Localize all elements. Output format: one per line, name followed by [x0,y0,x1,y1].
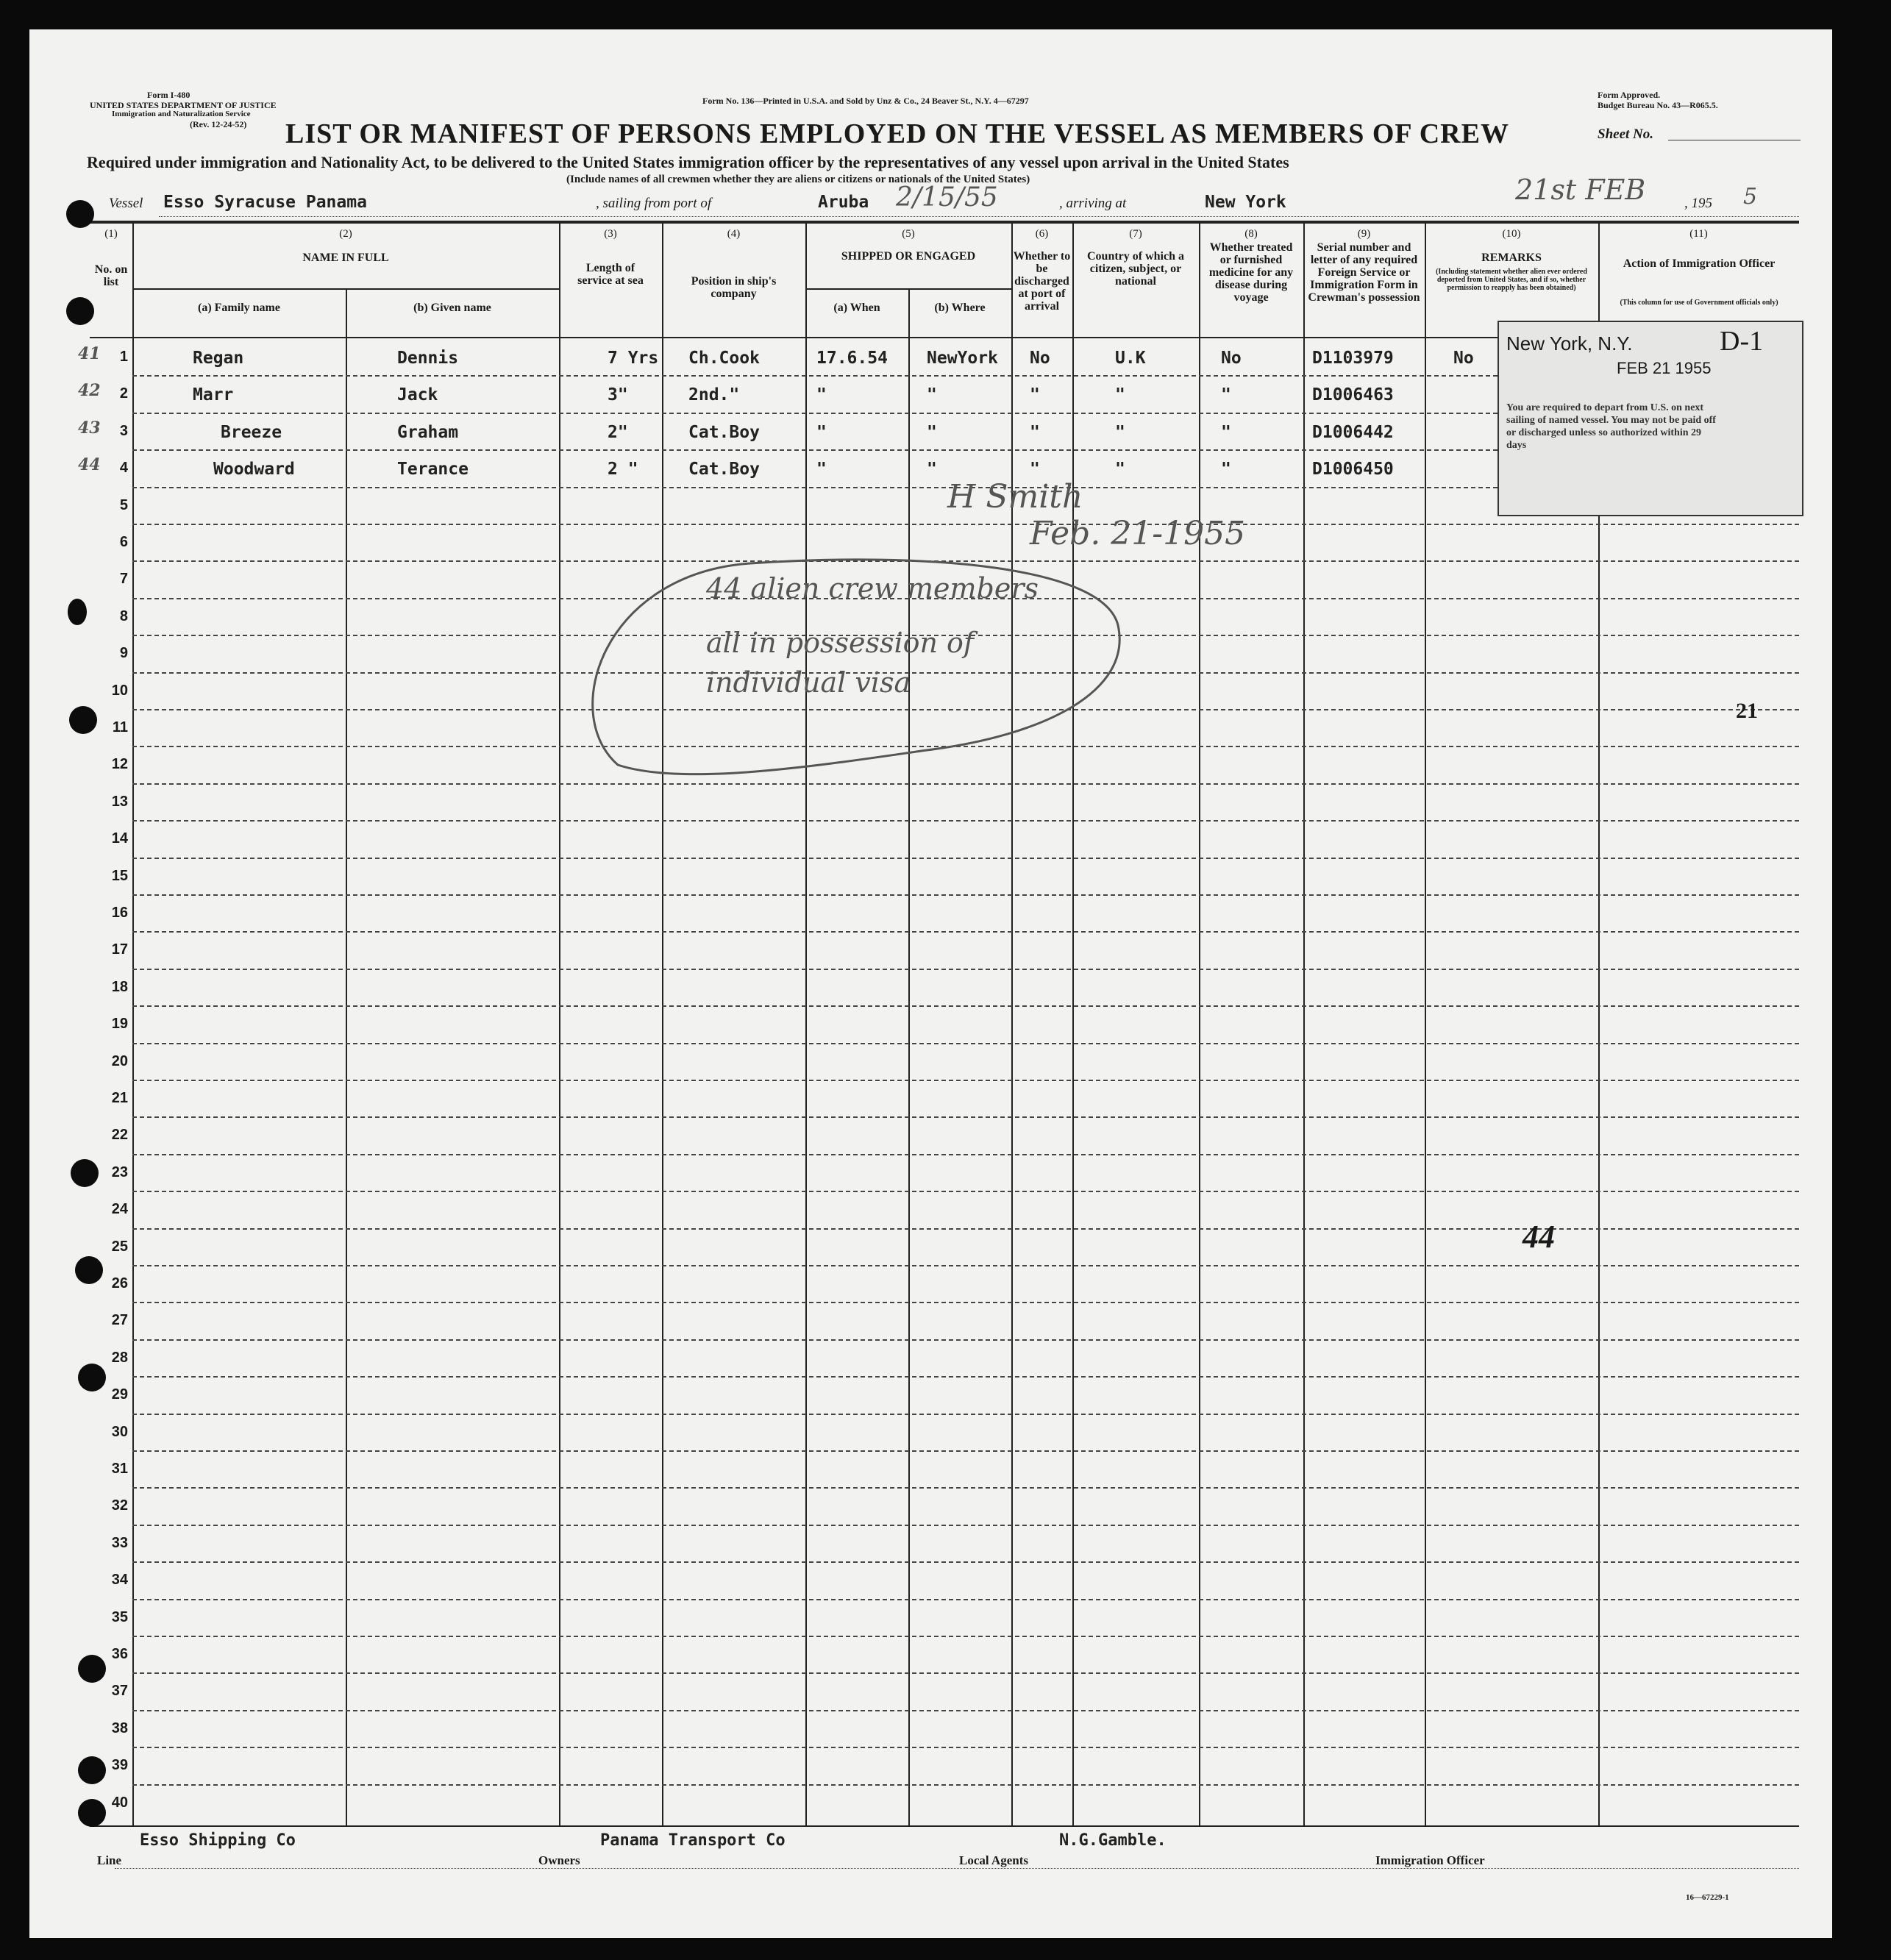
signature-date: Feb. 21-1955 [1030,515,1246,552]
col-rule [1199,224,1200,1825]
row-rule [132,1191,1799,1192]
row-number: 7 [119,571,128,588]
row-number: 9 [119,645,128,662]
stamp-location: New York, N.Y. [1506,332,1633,354]
row-number: 16 [111,905,128,921]
punch-hole [78,1799,106,1827]
row-number: 30 [111,1423,128,1440]
col-given-name: (b) Given name [413,302,491,314]
table-top-rule [90,221,1799,224]
entry-discharge: No [1030,349,1050,368]
row-number: 38 [111,1720,128,1736]
entry-country: " [1115,385,1125,405]
row-number: 35 [111,1608,128,1625]
arriving-label: , arriving at [1059,196,1127,211]
colnum-3: (3) [604,228,617,240]
entry-position: 2nd." [688,385,740,405]
entry-discharge: " [1030,385,1040,405]
entry-given-name: Graham [397,422,459,442]
officer-label: Immigration Officer [1375,1853,1485,1867]
row-rule [132,858,1799,859]
entry-country: " [1115,422,1125,442]
row-rule [132,1154,1799,1155]
budget-number: Budget Bureau No. 43—R065.5. [1598,100,1718,110]
row-rule [132,1487,1799,1489]
row-number: 13 [111,793,128,810]
arrival-date: 21st FEB [1515,174,1646,206]
punch-hole [66,297,94,325]
year-prefix: , 195 [1684,196,1712,211]
revision: (Rev. 12-24-52) [190,119,247,129]
row-rule [132,1080,1799,1081]
colnum-10: (10) [1502,228,1521,240]
row-number: 27 [111,1312,128,1329]
col-rule [805,224,807,1825]
col-position: Position in ship's company [691,275,777,300]
colnum-2: (2) [339,228,352,240]
row-number: 33 [111,1534,128,1551]
row-number: 4 [119,460,128,477]
colnum-4: (4) [727,228,741,240]
entry-medicine: " [1221,385,1231,405]
punch-hole [78,1756,106,1784]
row-rule [132,894,1799,896]
shipped-subhead-rule [805,288,1011,290]
row-annotation: 41 [78,344,101,363]
row-rule [132,969,1799,970]
row-annotation: 44 [78,455,101,475]
entry-shipped-when: " [816,422,827,442]
entry-medicine: " [1221,460,1231,480]
entry-serial-number: D1006450 [1312,460,1394,480]
vessel-label: Vessel [109,196,143,211]
voyage-underline [159,216,1799,217]
entry-discharge: " [1030,460,1040,480]
row-number: 19 [111,1016,128,1033]
entry-shipped-where: " [927,385,937,405]
col-serial: Serial number and letter of any required Foreign Service or Immigration Form in Crewman's possession [1308,241,1420,304]
colnum-1: (1) [104,228,118,240]
printer-line: Form No. 136—Printed in U.S.A. and Sold by Unz & Co., 24 Beaver St., N.Y. 4—67297 [702,96,1029,106]
departure-port: Aruba [818,193,869,212]
row-number: 3 [119,422,128,439]
stamp-instructions: You are required to depart from U.S. on next sailing of named vessel. You may not be paid off or discharged unless so authorized within 29 days [1506,402,1716,451]
col-rule [559,224,560,1825]
row-number: 2 [119,385,128,402]
form-approved: Form Approved. [1598,90,1661,100]
form-number: Form I-480 [147,90,190,100]
footer-underline [115,1868,1799,1869]
row-number: 34 [111,1572,128,1589]
entry-given-name: Dennis [397,349,459,368]
entry-serial-number: D1006463 [1312,385,1394,405]
row-number: 22 [111,1127,128,1144]
page-title: LIST OR MANIFEST OF PERSONS EMPLOYED ON THE VESSEL AS MEMBERS OF CREW [285,118,1509,149]
punch-hole [78,1364,106,1391]
entry-medicine: No [1221,349,1242,368]
vessel-name: Esso Syracuse Panama [163,193,367,212]
row-annotation: 42 [78,381,101,401]
punch-hole [69,706,97,734]
service: Immigration and Naturalization Service [112,110,251,118]
inclusion-note: (Include names of all crewmen whether they are aliens or citizens or nationals of the United States) [566,174,1030,185]
officer-signature: H Smith [947,478,1083,516]
stamp-date: FEB 21 1955 [1617,359,1712,377]
side-mark: 21 [1736,699,1758,723]
col-rule [1011,224,1013,1825]
entry-shipped-where: " [927,422,937,442]
col-rule [1303,224,1305,1825]
row-annotation: 43 [78,418,101,438]
owners-label: Owners [538,1853,580,1867]
sailing-label: , sailing from port of [596,196,712,211]
row-rule [132,1116,1799,1118]
row-number: 31 [111,1461,128,1477]
manifest-sheet [29,29,1832,1938]
entry-shipped-when: " [816,460,827,480]
line-value: Esso Shipping Co [140,1831,296,1850]
row-rule [132,1525,1799,1526]
entry-medicine: " [1221,422,1231,442]
punch-hole [68,599,87,625]
row-number: 24 [111,1201,128,1218]
col-remarks: REMARKS [1481,252,1542,264]
row-rule [132,524,1799,525]
entry-position: Cat.Boy [688,460,760,480]
colnum-5: (5) [902,228,915,240]
row-number: 5 [119,496,128,513]
arrival-port: New York [1205,193,1286,212]
row-number: 21 [111,1090,128,1106]
punch-hole [75,1256,103,1284]
note-line-3: individual visa [706,666,911,699]
entry-shipped-where: NewYork [927,349,998,368]
row-rule [132,1599,1799,1600]
col-shipped-or-engaged: SHIPPED OR ENGAGED [841,250,976,263]
entry-given-name: Terance [397,460,469,480]
row-number: 15 [111,867,128,884]
col-discharged: Whether to be discharged at port of arrival [1013,250,1071,313]
row-number: 25 [111,1238,128,1255]
row-rule [132,1302,1799,1303]
col-rule [908,290,910,1825]
row-number: 23 [111,1163,128,1180]
row-rule [132,1339,1799,1341]
entry-discharge: " [1030,422,1040,442]
row-number: 29 [111,1386,128,1403]
entry-family-name: Regan [193,349,244,368]
entry-position: Cat.Boy [688,422,760,442]
col-medicine: Whether treated or furnished medicine for any disease during voyage [1208,241,1294,304]
row-rule [132,1672,1799,1674]
colnum-11: (11) [1689,228,1708,240]
colnum-8: (8) [1244,228,1258,240]
entry-shipped-when: 17.6.54 [816,349,888,368]
entry-position: Ch.Cook [688,349,760,368]
row-rule [132,820,1799,822]
entry-remarks: No [1453,349,1474,368]
footer-code: 16—67229-1 [1686,1893,1729,1902]
row-rule [132,1005,1799,1007]
mark-44: 44 [1523,1219,1555,1255]
colnum-9: (9) [1357,228,1371,240]
col-no-on-list: No. on list [94,263,128,288]
row-number: 32 [111,1497,128,1514]
col-where: (b) Where [934,302,986,314]
entry-length-of-service: 3" [608,385,628,405]
entry-family-name: Marr [193,385,234,405]
entry-family-name: Breeze [221,422,282,442]
row-rule [132,931,1799,933]
entry-serial-number: D1103979 [1312,349,1394,368]
row-number: 37 [111,1683,128,1700]
col-remarks-note: (Including statement whether alien ever ordered deported from United States, and if so, whether permission to reapply has been obtained) [1436,268,1587,292]
col-when: (a) When [833,302,880,314]
table-bottom-rule [90,1825,1799,1827]
sheet-number-label: Sheet No. [1598,126,1653,142]
row-number: 12 [111,756,128,773]
entry-length-of-service: 2" [608,422,628,442]
department: UNITED STATES DEPARTMENT OF JUSTICE [90,100,277,110]
punch-hole [78,1655,106,1683]
col-rule [346,290,347,1825]
colnum-7: (7) [1129,228,1142,240]
col-action-note: (This column for use of Government officials only) [1620,299,1778,307]
row-number: 6 [119,534,128,550]
row-rule [132,1265,1799,1266]
row-number: 28 [111,1349,128,1366]
immigration-stamp [1498,321,1803,516]
row-number: 39 [111,1757,128,1774]
col-rule [662,224,663,1825]
col-length-of-service: Length of service at sea [577,262,644,287]
year-suffix: 5 [1743,184,1758,210]
col-family-name: (a) Family name [198,302,280,314]
row-number: 10 [111,682,128,699]
row-number: 36 [111,1646,128,1662]
agents-label: Local Agents [959,1853,1028,1867]
note-line-1: 44 alien crew members [706,572,1039,605]
name-subhead-rule [132,288,559,290]
row-number: 11 [112,719,128,735]
departure-date: 2/15/55 [896,182,998,213]
entry-shipped-where: " [927,460,937,480]
page-subtitle: Required under immigration and Nationality Act, to be delivered to the United States immigration officer by the representatives of any vessel upon arrival in the United States [87,153,1289,171]
col-country: Country of which a citizen, subject, or national [1086,250,1184,288]
entry-family-name: Woodward [213,460,295,480]
row-number: 40 [111,1794,128,1811]
col-rule [1072,224,1074,1825]
entry-serial-number: D1006442 [1312,422,1394,442]
colnum-6: (6) [1035,228,1049,240]
punch-hole [71,1159,99,1187]
row-rule [132,1376,1799,1378]
owners-value: Panama Transport Co [600,1831,786,1850]
punch-hole [66,200,94,228]
col-rule [1425,224,1426,1825]
row-number: 17 [111,941,128,958]
entry-given-name: Jack [397,385,438,405]
row-rule [132,1414,1799,1415]
col-rule [132,224,134,1825]
col-action: Action of Immigration Officer [1623,257,1776,270]
note-line-2: all in possession of [706,627,974,659]
entry-country: " [1115,460,1125,480]
entry-country: U.K [1115,349,1146,368]
stamp-code: D-1 [1720,326,1764,357]
row-rule [132,1561,1799,1563]
row-number: 1 [119,349,128,365]
entry-length-of-service: 7 Yrs [608,349,659,368]
row-number: 8 [119,607,128,624]
row-rule [132,1450,1799,1452]
row-rule [132,1747,1799,1748]
row-number: 14 [111,830,128,847]
row-rule [132,1043,1799,1044]
row-rule [132,1710,1799,1711]
col-name-in-full: NAME IN FULL [302,252,389,264]
agents-value: N.G.Gamble. [1059,1831,1167,1850]
entry-length-of-service: 2 " [608,460,638,480]
row-rule [132,1636,1799,1637]
row-number: 18 [111,978,128,995]
row-number: 20 [111,1052,128,1069]
entry-shipped-when: " [816,385,827,405]
line-label: Line [97,1853,122,1867]
row-number: 26 [111,1275,128,1291]
row-rule [132,1784,1799,1786]
